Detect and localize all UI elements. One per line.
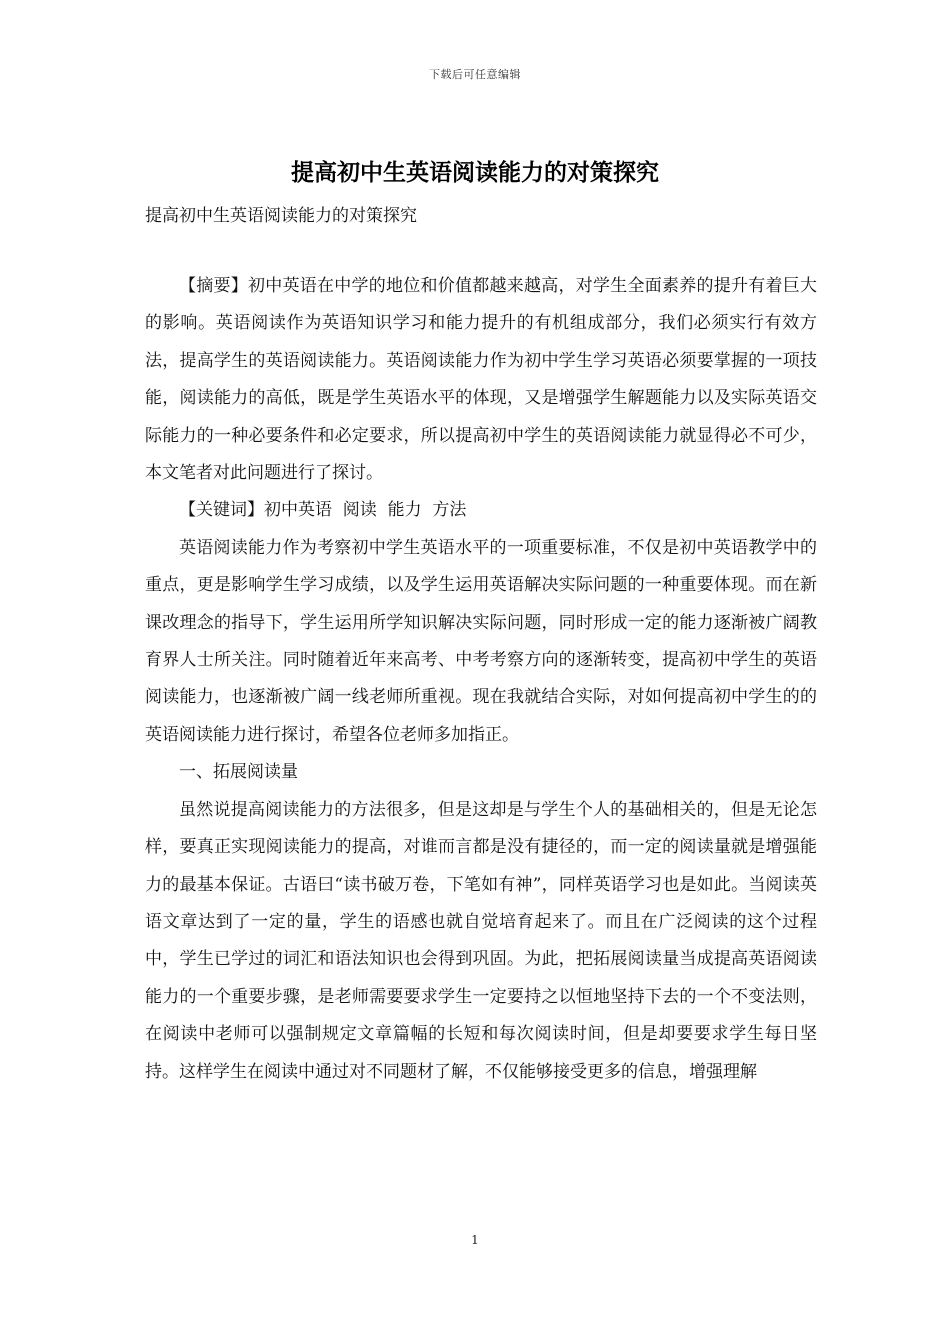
abstract-paragraph: 【摘要】初中英语在中学的地位和价值都越来越高，对学生全面素养的提升有着巨大的影响。英语阅读作为英语知识学习和能力提升的有机组成部分，我们必须实行有效方法，提高学生的英语阅读能力。英语阅读能力作为初中学生学习英语必须要掌握的一项技能，阅读能力的高低，既是学生英语水平的体现，又是增强学生解题能力以及实际英语交际能力的一种必要条件和必定要求，所以提高初中学生的英语阅读能力就显得必不可少，本文笔者对此问题进行了探讨。 <box>145 276 817 484</box>
document-body <box>145 268 817 1091</box>
document-title: 提高初中生英语阅读能力的对策探究 <box>291 159 659 186</box>
section-paragraph: 虽然说提高阅读能力的方法很多，但是这却是与学生个人的基础相关的，但是无论怎样，要真正实现阅读能力的提高，对谁而言都是没有捷径的，而一定的阅读量就是增强能力的最基本保证。古语曰“读书破万卷，下笔如有神”，同样英语学习也是如此。当阅读英语文章达到了一定的量，学生的语感也就自觉培育起来了。而且在广泛阅读的这个过程中，学生已学过的词汇和语法知识也会得到巩固。为此，把拓展阅读量当成提高英语阅读能力的一个重要步骤，是老师需要要求学生一定要持之以恒地坚持下去的一个不变法则，在阅读中老师可以强制规定文章篇幅的长短和每次阅读时间，但是却要要求学生每日坚持。这样学生在阅读中通过对不同题材了解，不仅能够接受更多的信息，增强理解 <box>145 799 817 1082</box>
intro-paragraph: 英语阅读能力作为考察初中学生英语水平的一项重要标准，不仅是初中英语教学中的重点，更是影响学生学习成绩，以及学生运用英语解决实际问题的一种重要体现。而在新课改理念的指导下，学生运用所学知识解决实际问题，同时形成一定的能力逐渐被广阔教育界人士所关注。同时随着近年来高考、中考考察方向的逐渐转变，提高初中学生的英语阅读能力，也逐渐被广阔一线老师所重视。现在我就结合实际，对如何提高初中学生的的英语阅读能力进行探讨，希望各位老师多加指正。 <box>145 537 817 745</box>
page-number: 1 <box>471 1233 479 1247</box>
section-heading: 一、拓展阅读量 <box>179 762 298 783</box>
document-subtitle: 提高初中生英语阅读能力的对策探究 <box>145 206 417 226</box>
keywords-paragraph: 【关键词】初中英语 阅读 能力 方法 <box>179 500 467 521</box>
header-note: 下载后可任意编辑 <box>429 68 521 81</box>
